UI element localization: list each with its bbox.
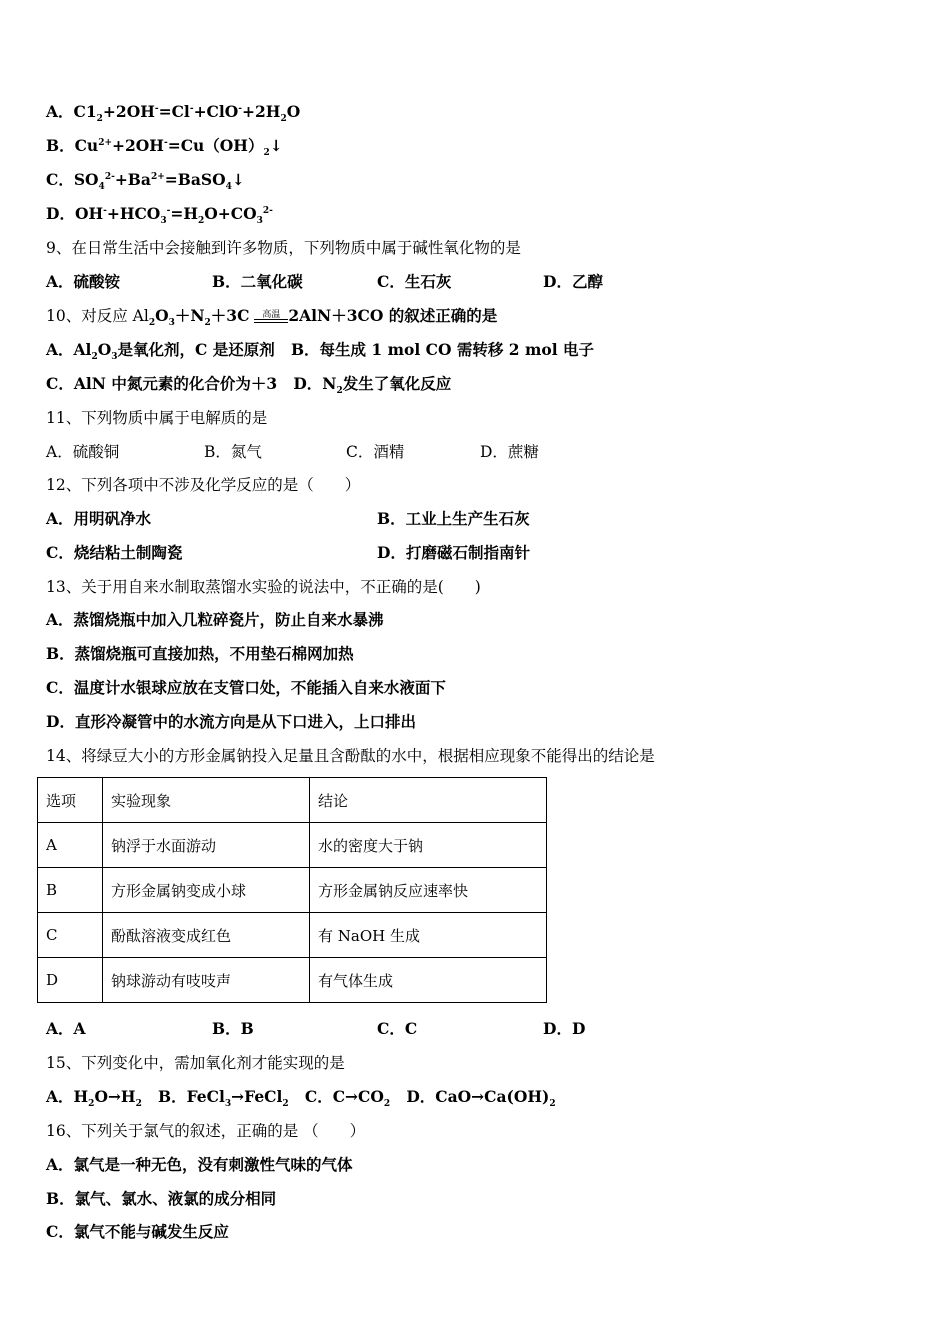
q15-stem: 15、下列变化中，需加氧化剂才能实现的是 [46,1054,345,1072]
table-header-cell: 结论 [310,778,547,823]
q16-option-c: C．氯气不能与碱发生反应 [46,1222,229,1241]
q13-option-c: C．温度计水银球应放在支管口处，不能插入自来水液面下 [46,678,446,697]
q14-option-d: D．D [543,1019,586,1038]
q13-option-b: B．蒸馏烧瓶可直接加热，不用垫石棉网加热 [46,644,354,663]
q14-option-c: C．C [377,1019,418,1038]
q9-option-a: A．硫酸铵 [46,272,121,291]
q16-option-a: A．氯气是一种无色，没有刺激性气味的气体 [46,1155,353,1174]
q10-options-ab: A．$Al_2O_3$是氧化剂，C 是还原剂 B．每生成 1 mol CO 需转移 2 mol 电子 [46,340,594,363]
q13-stem: 13、关于用自来水制取蒸馏水实验的说法中，不正确的是( ) [46,578,481,596]
q9-option-b: B．二氧化碳 [212,272,303,291]
q13-option-d: D．直形冷凝管中的水流方向是从下口进入，上口排出 [46,712,416,731]
q12-option-c: C．烧结粘土制陶瓷 [46,543,183,562]
q14-option-b: B．B [212,1019,254,1038]
table-cell: 钠浮于水面游动 [103,823,310,868]
q13-option-a: A．蒸馏烧瓶中加入几粒碎瓷片，防止自来水暴沸 [46,610,384,629]
q9-option-c: C．生石灰 [377,272,452,291]
table-cell: C [38,913,103,958]
table-cell: 水的密度大于钠 [310,823,547,868]
q12-option-a: A．用明矾净水 [46,509,152,528]
q9-option-d: D．乙醇 [543,272,603,291]
experiment-table [37,777,547,1003]
table-row [38,913,547,958]
table-cell: 有 NaOH 生成 [310,913,547,958]
table-header-cell: 选项 [38,778,103,823]
q8-option-d: D．$OH^-+HCO_3^-=H_2O+CO_3^{2-}$ [46,204,273,227]
q11-option-d: D．蔗糖 [480,443,539,461]
table-header-row [38,778,547,823]
table-cell: D [38,958,103,1003]
q11-option-b: B．氮气 [204,443,262,461]
table-row [38,868,547,913]
q14-stem: 14、将绿豆大小的方形金属钠投入足量且含酚酞的水中，根据相应现象不能得出的结论是 [46,747,655,765]
table-cell: 酚酞溶液变成红色 [103,913,310,958]
table-cell: B [38,868,103,913]
q14-option-a: A．A [46,1019,86,1038]
q12-option-d: D．打磨磁石制指南针 [377,543,530,562]
table-cell: 方形金属钠变成小球 [103,868,310,913]
q10-options-cd: C．AlN 中氮元素的化合价为＋3 D．$N_2$发生了氧化反应 [46,374,452,397]
q8-option-c: C．$SO_4^{2-}+Ba^{2+}=BaSO_4↓$ [46,170,245,193]
table-cell: 钠球游动有吱吱声 [103,958,310,1003]
q11-option-a: A．硫酸铜 [46,443,120,461]
q16-stem: 16、下列关于氯气的叙述，正确的是 （ ） [46,1122,366,1140]
q8-option-a: A．$C1_2+2OH^-=Cl^-+ClO^-+2H_2O$ [46,102,301,125]
q11-option-c: C．酒精 [346,443,405,461]
table-header-cell: 实验现象 [103,778,310,823]
q16-option-b: B．氯气、氯水、液氯的成分相同 [46,1189,277,1208]
q12-option-b: B．工业上生产生石灰 [377,509,530,528]
table-cell: 有气体生成 [310,958,547,1003]
reaction-condition: 高温 [254,315,288,323]
table-row [38,958,547,1003]
q8-option-b: B．$Cu^{2+}+2OH^-=Cu(OH)_2↓$ [46,136,283,159]
q12-stem: 12、下列各项中不涉及化学反应的是（ ） [46,476,361,494]
table-cell: A [38,823,103,868]
table-cell: 方形金属钠反应速率快 [310,868,547,913]
q15-options: A．$H_2O\to H_2$ B．FeCl$_3$→FeCl$_2$ C．$C\to CO_2$ D．$CaO\to Ca(OH)_2$ [46,1087,556,1110]
q11-stem: 11、下列物质中属于电解质的是 [46,409,268,427]
table-row [38,823,547,868]
q10-stem: 10、对反应 $Al_2O_3+N_2+3C$ 高温 2AlN＋3CO 的叙述正确的是 [46,306,498,329]
q9-stem: 9、在日常生活中会接触到许多物质，下列物质中属于碱性氧化物的是 [46,239,521,257]
